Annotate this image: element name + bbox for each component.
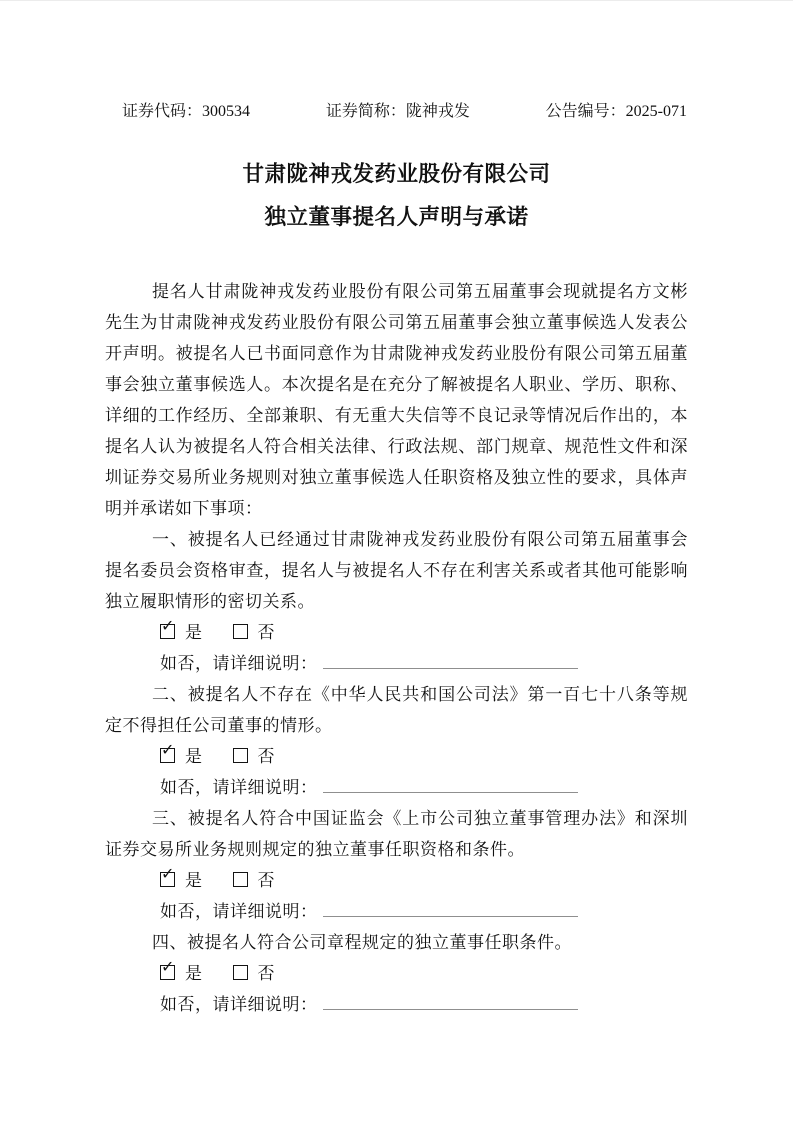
followup-label: 如否，请详细说明：: [160, 778, 318, 797]
no-label: 否: [257, 623, 275, 642]
no-label: 否: [257, 747, 275, 766]
followup-label: 如否，请详细说明：: [160, 902, 318, 921]
checkbox-no-icon[interactable]: [233, 624, 248, 639]
stock-abbreviation: 证券简称：陇神戎发: [325, 103, 470, 120]
checkmark-icon: ✓: [161, 740, 175, 759]
declaration-item-1-text: 一、被提名人已经通过甘肃陇神戎发药业股份有限公司第五届董事会提名委员会资格审查，提名人与被提名人不存在利害关系或者其他可能影响独立履职情形的密切关系。: [105, 530, 688, 611]
explanation-blank-line[interactable]: [323, 901, 578, 917]
yes-label: 是: [185, 964, 203, 983]
document-header: [122, 102, 687, 122]
page-title-company: 甘肃陇神戎发药业股份有限公司: [242, 162, 551, 186]
no-label: 否: [257, 871, 275, 890]
item-3-followup-row: [105, 896, 688, 927]
intro-paragraph: 提名人甘肃陇神戎发药业股份有限公司第五届董事会现就提名方文彬先生为甘肃陇神戎发药业股份有限公司第五届董事会独立董事候选人发表公开声明。被提名人已书面同意作为甘肃陇神戎发药业股份有限公司第五届董事会独立董事候选人。本次提名是在充分了解被提名人职业、学历、职称、详细的工作经历、全部兼职、有无重大失信等不良记录等情况后作出的，本提名人认为被提名人符合相关法律、行政法规、部门规章、规范性文件和深圳证券交易所业务规则对独立董事候选人任职资格及独立性的要求，具体声明并承诺如下事项：: [105, 282, 688, 518]
item-1-followup-row: [105, 648, 688, 679]
item-2-checkbox-row: [105, 741, 688, 772]
document-body: [105, 276, 688, 1020]
yes-label: 是: [185, 747, 203, 766]
explanation-blank-line[interactable]: [323, 653, 578, 669]
checkmark-icon: ✓: [161, 957, 175, 976]
item-1-checkbox-row: [105, 617, 688, 648]
followup-label: 如否，请详细说明：: [160, 995, 318, 1014]
yes-label: 是: [185, 623, 203, 642]
checkbox-no-icon[interactable]: [233, 748, 248, 763]
stock-code: 证券代码：300534: [122, 103, 251, 120]
declaration-item-2-text: 二、被提名人不存在《中华人民共和国公司法》第一百七十八条等规定不得担任公司董事的情形。: [105, 685, 688, 735]
item-4-checkbox-row: [105, 958, 688, 989]
no-label: 否: [257, 964, 275, 983]
checkbox-no-icon[interactable]: [233, 965, 248, 980]
checkbox-yes-checked-icon[interactable]: [160, 864, 175, 887]
checkmark-icon: ✓: [161, 616, 175, 635]
yes-label: 是: [185, 871, 203, 890]
checkbox-no-icon[interactable]: [233, 872, 248, 887]
declaration-item-4-text: 四、被提名人符合公司章程规定的独立董事任职条件。: [152, 933, 572, 952]
followup-label: 如否，请详细说明：: [160, 654, 318, 673]
checkbox-yes-checked-icon[interactable]: [160, 957, 175, 980]
explanation-blank-line[interactable]: [323, 777, 578, 793]
checkbox-yes-checked-icon[interactable]: [160, 740, 175, 763]
checkbox-yes-checked-icon[interactable]: [160, 616, 175, 639]
checkmark-icon: ✓: [161, 864, 175, 883]
announcement-number: 公告编号：2025-071: [545, 103, 687, 120]
item-4-followup-row: [105, 989, 688, 1020]
item-2-followup-row: [105, 772, 688, 803]
explanation-blank-line[interactable]: [323, 994, 578, 1010]
page-title-document: 独立董事提名人声明与承诺: [264, 205, 529, 229]
declaration-item-3-text: 三、被提名人符合中国证监会《上市公司独立董事管理办法》和深圳证券交易所业务规则规定的独立董事任职资格和条件。: [105, 809, 688, 859]
item-3-checkbox-row: [105, 865, 688, 896]
